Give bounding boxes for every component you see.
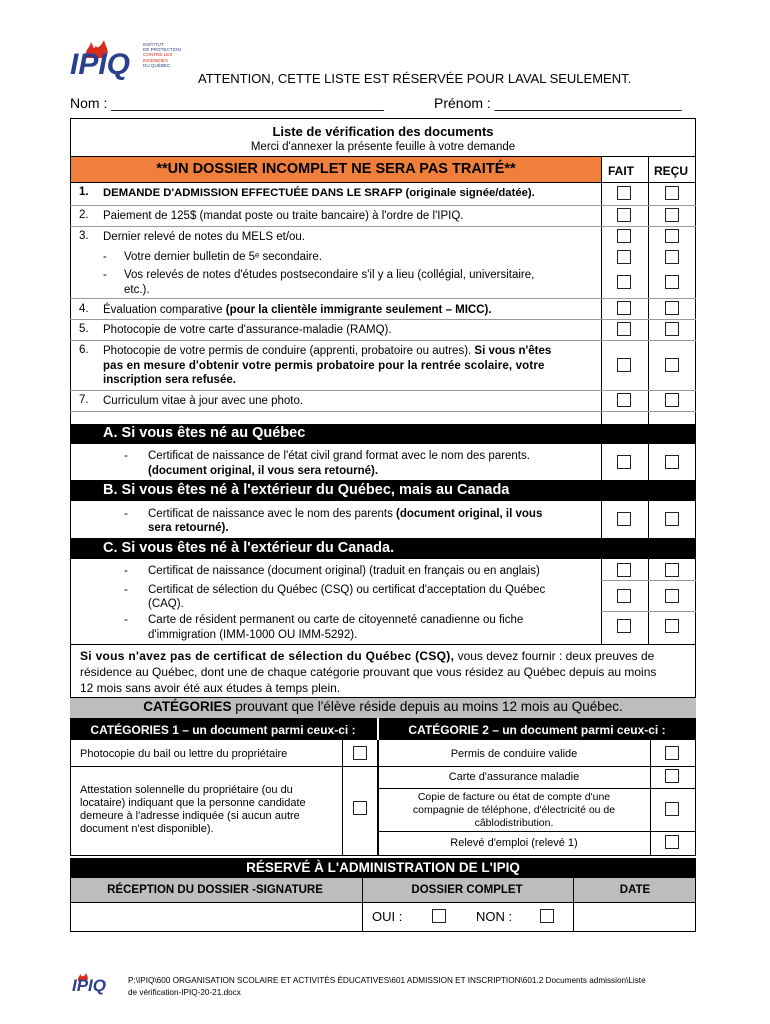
item-6-fait-checkbox[interactable] bbox=[617, 358, 631, 372]
item-2-num: 2. bbox=[79, 209, 89, 221]
cat2-title: CATÉGORIE 2 – un document parmi ceux-ci : bbox=[408, 723, 666, 737]
col-fait-header: FAIT bbox=[608, 164, 634, 178]
cat1-item-2-checkbox[interactable] bbox=[353, 801, 367, 815]
section-c-3-recu-checkbox[interactable] bbox=[665, 619, 679, 633]
section-c-line-2b: (CAQ). bbox=[148, 598, 184, 610]
categories-heading-rest: prouvant que l'élève réside depuis au moins 12 mois au Québec. bbox=[231, 699, 623, 714]
cat1-item-1: Photocopie du bail ou lettre du propriétaire bbox=[80, 748, 288, 760]
section-c-dash-1: - bbox=[124, 565, 128, 577]
section-b-line-1-bold: (document original, il vous bbox=[396, 508, 543, 520]
section-b-dash: - bbox=[124, 508, 128, 520]
section-c-line-1: Certificat de naissance (document original) (traduit en français ou en anglais) bbox=[148, 565, 540, 577]
cat2-item-3-l2: compagnie de téléphone, d'électricité ou de bbox=[412, 804, 616, 816]
checklist-subtitle: Merci d'annexer la présente feuille à votre demande bbox=[250, 141, 516, 153]
item-7-text: Curriculum vitae à jour avec une photo. bbox=[103, 395, 304, 407]
cat2-item-2-checkbox[interactable] bbox=[665, 769, 679, 783]
footer-path-2: de vérification-IPIQ-20-21.docx bbox=[128, 988, 241, 997]
item-4-fait-checkbox[interactable] bbox=[617, 301, 631, 315]
admin-signature-field[interactable] bbox=[72, 904, 360, 930]
csq-note-line-1 bbox=[80, 648, 654, 664]
checklist-title: Liste de vérification des documents bbox=[272, 124, 494, 139]
cat1-item-2-l2: locataire) indiquant que la personne candidate bbox=[80, 797, 306, 809]
item-6-recu-checkbox[interactable] bbox=[665, 358, 679, 372]
item-3a-dash: - bbox=[103, 251, 107, 263]
item-4-num: 4. bbox=[79, 303, 89, 315]
cat1-item-2-l3: demeure à l'adresse indiquée (si aucun autre bbox=[80, 810, 300, 822]
section-a-dash: - bbox=[124, 450, 128, 462]
admin-non-label: NON : bbox=[476, 909, 513, 924]
section-c-dash-3: - bbox=[124, 614, 128, 626]
item-3-num: 3. bbox=[79, 230, 89, 242]
item-3-recu-checkbox[interactable] bbox=[665, 229, 679, 243]
section-c-1-fait-checkbox[interactable] bbox=[617, 563, 631, 577]
cat2-item-1: Permis de conduire valide bbox=[450, 748, 578, 760]
item-6-bold-3: inscription sera refusée. bbox=[103, 374, 236, 386]
admin-col-reception: RÉCEPTION DU DOSSIER -SIGNATURE bbox=[107, 884, 323, 896]
attention-banner: ATTENTION, CETTE LISTE EST RÉSERVÉE POUR LAVAL SEULEMENT. bbox=[198, 71, 632, 86]
section-b-title: B. Si vous êtes né à l'extérieur du Québec, mais au Canada bbox=[103, 482, 510, 498]
section-b-line-1 bbox=[148, 507, 542, 521]
item-5-recu-checkbox[interactable] bbox=[665, 322, 679, 336]
section-a-line-1: Certificat de naissance de l'état civil grand format avec le nom des parents. bbox=[148, 450, 530, 462]
col-recu-header: REÇU bbox=[654, 164, 689, 178]
cat2-item-3-l3: câblodistribution. bbox=[474, 817, 554, 829]
section-c-line-3b: d'immigration (IMM-1000 OU IMM-5292). bbox=[148, 629, 358, 641]
item-6-bold-1: Si vous n'êtes bbox=[474, 345, 552, 357]
item-4-recu-checkbox[interactable] bbox=[665, 301, 679, 315]
footer-logo-text: IPIQ bbox=[72, 976, 107, 995]
item-2-fait-checkbox[interactable] bbox=[617, 208, 631, 222]
section-c-line-2a: Certificat de sélection du Québec (CSQ) ou certificat d'acceptation du Québec bbox=[148, 584, 546, 596]
item-3a-fait-checkbox[interactable] bbox=[617, 250, 631, 264]
item-6-num: 6. bbox=[79, 344, 89, 356]
section-c-2-fait-checkbox[interactable] bbox=[617, 589, 631, 603]
item-3b-dash: - bbox=[103, 269, 107, 281]
item-4-bold: (pour la clientèle immigrante seulement – MICC). bbox=[225, 304, 492, 316]
item-3b-fait-checkbox[interactable] bbox=[617, 275, 631, 289]
logo-tagline: INSTITUT DE PROTECTION CONTRE LES INCENDIES DU QUÉBEC bbox=[143, 42, 181, 68]
section-c-dash-2: - bbox=[124, 584, 128, 596]
cat1-item-2-l4: document n'est disponible). bbox=[80, 823, 214, 835]
csq-note-bold: Si vous n'avez pas de certificat de sélection du Québec (CSQ), bbox=[80, 649, 455, 663]
section-c-3-fait-checkbox[interactable] bbox=[617, 619, 631, 633]
cat2-item-2: Carte d'assurance maladie bbox=[448, 771, 580, 783]
admin-oui-checkbox[interactable] bbox=[432, 909, 446, 923]
section-b-line-1-plain: Certificat de naissance avec le nom des parents bbox=[148, 508, 397, 520]
csq-note-line-2: résidence au Québec, dont une de chaque catégorie prouvant que vous résidez au Québec depuis au moins bbox=[80, 665, 657, 679]
item-3a-recu-checkbox[interactable] bbox=[665, 250, 679, 264]
item-7-num: 7. bbox=[79, 394, 89, 406]
cat1-item-2-l1: Attestation solennelle du propriétaire (ou du bbox=[80, 784, 293, 796]
cat1-title: CATÉGORIES 1 – un document parmi ceux-ci : bbox=[90, 723, 356, 737]
item-2-recu-checkbox[interactable] bbox=[665, 208, 679, 222]
categories-heading bbox=[70, 699, 696, 714]
item-3a-text: Votre dernier bulletin de 5ᵉ secondaire. bbox=[124, 251, 322, 263]
item-2-text: Paiement de 125$ (mandat poste ou traite bancaire) à l'ordre de l'IPIQ. bbox=[103, 210, 464, 222]
cat2-item-3-checkbox[interactable] bbox=[665, 802, 679, 816]
item-6-plain: Photocopie de votre permis de conduire (apprenti, probatoire ou autres). bbox=[103, 345, 475, 357]
item-4-plain: Évaluation comparative bbox=[103, 304, 226, 316]
section-a-line-2: (document original, il vous sera retourné). bbox=[148, 465, 379, 477]
item-1-num: 1. bbox=[79, 186, 89, 198]
cat2-item-1-checkbox[interactable] bbox=[665, 746, 679, 760]
admin-date-field[interactable] bbox=[575, 904, 694, 930]
footer-path-1: P:\IPIQ\600 ORGANISATION SCOLAIRE ET ACTIVITÉS ÉDUCATIVES\601 ADMISSION ET INSCRIPTION\601.2 Documents admission\Liste bbox=[128, 976, 646, 985]
prenom-field[interactable]: Prénom : ________________________ bbox=[434, 95, 682, 111]
item-5-num: 5. bbox=[79, 323, 89, 335]
section-b-fait-checkbox[interactable] bbox=[617, 512, 631, 526]
admin-title: RÉSERVÉ À L'ADMINISTRATION DE L'IPIQ bbox=[246, 860, 520, 875]
section-a-fait-checkbox[interactable] bbox=[617, 455, 631, 469]
admin-non-checkbox[interactable] bbox=[540, 909, 554, 923]
admin-col-dossier: DOSSIER COMPLET bbox=[411, 884, 523, 896]
item-3b-text-2: etc.). bbox=[124, 284, 150, 296]
csq-note-line-3: 12 mois sans avoir été aux études à temps plein. bbox=[80, 681, 341, 695]
item-6-bold-2: pas en mesure d'obtenir votre permis probatoire pour la rentrée scolaire, votre bbox=[103, 360, 545, 372]
admin-oui-label: OUI : bbox=[372, 909, 403, 924]
section-b-line-2: sera retourné). bbox=[148, 522, 229, 534]
item-5-fait-checkbox[interactable] bbox=[617, 322, 631, 336]
item-1-recu-checkbox[interactable] bbox=[665, 186, 679, 200]
csq-note-rest: vous devez fournir : deux preuves de bbox=[454, 649, 655, 663]
section-c-line-3a: Carte de résident permanent ou carte de citoyenneté canadienne ou fiche bbox=[148, 614, 524, 626]
item-5-text: Photocopie de votre carte d'assurance-maladie (RAMQ). bbox=[103, 324, 392, 336]
nom-field[interactable]: Nom : ___________________________________ bbox=[70, 95, 384, 111]
logo-text: IPIQ bbox=[70, 48, 131, 81]
cat2-item-4-checkbox[interactable] bbox=[665, 835, 679, 849]
cat1-item-1-checkbox[interactable] bbox=[353, 746, 367, 760]
categories-heading-bold: CATÉGORIES bbox=[143, 699, 232, 714]
item-7-fait-checkbox[interactable] bbox=[617, 393, 631, 407]
footer-logo bbox=[72, 972, 118, 998]
item-4-text bbox=[103, 303, 492, 317]
item-3b-recu-checkbox[interactable] bbox=[665, 275, 679, 289]
section-c-1-recu-checkbox[interactable] bbox=[665, 563, 679, 577]
admin-col-date: DATE bbox=[619, 884, 651, 896]
section-c-2-recu-checkbox[interactable] bbox=[665, 589, 679, 603]
section-a-recu-checkbox[interactable] bbox=[665, 455, 679, 469]
item-1-text: DEMANDE D'ADMISSION EFFECTUÉE DANS LE SRAFP (originale signée/datée). bbox=[103, 187, 535, 199]
section-a-title: A. Si vous êtes né au Québec bbox=[103, 425, 306, 441]
cat2-item-3-l1: Copie de facture ou état de compte d'une bbox=[417, 791, 611, 803]
item-3-fait-checkbox[interactable] bbox=[617, 229, 631, 243]
item-6-line-1 bbox=[103, 344, 551, 358]
ipiq-logo bbox=[70, 38, 180, 80]
item-1-fait-checkbox[interactable] bbox=[617, 186, 631, 200]
incomplete-warning: **UN DOSSIER INCOMPLET NE SERA PAS TRAITÉ** bbox=[156, 161, 516, 177]
item-3b-text-1: Vos relevés de notes d'études postsecondaire s'il y a lieu (collégial, universitaire, bbox=[124, 269, 535, 281]
section-b-recu-checkbox[interactable] bbox=[665, 512, 679, 526]
item-3-text: Dernier relevé de notes du MELS et/ou. bbox=[103, 231, 306, 243]
section-c-title: C. Si vous êtes né à l'extérieur du Canada. bbox=[103, 540, 395, 556]
item-7-recu-checkbox[interactable] bbox=[665, 393, 679, 407]
cat2-item-4: Relevé d'emploi (relevé 1) bbox=[450, 837, 578, 849]
